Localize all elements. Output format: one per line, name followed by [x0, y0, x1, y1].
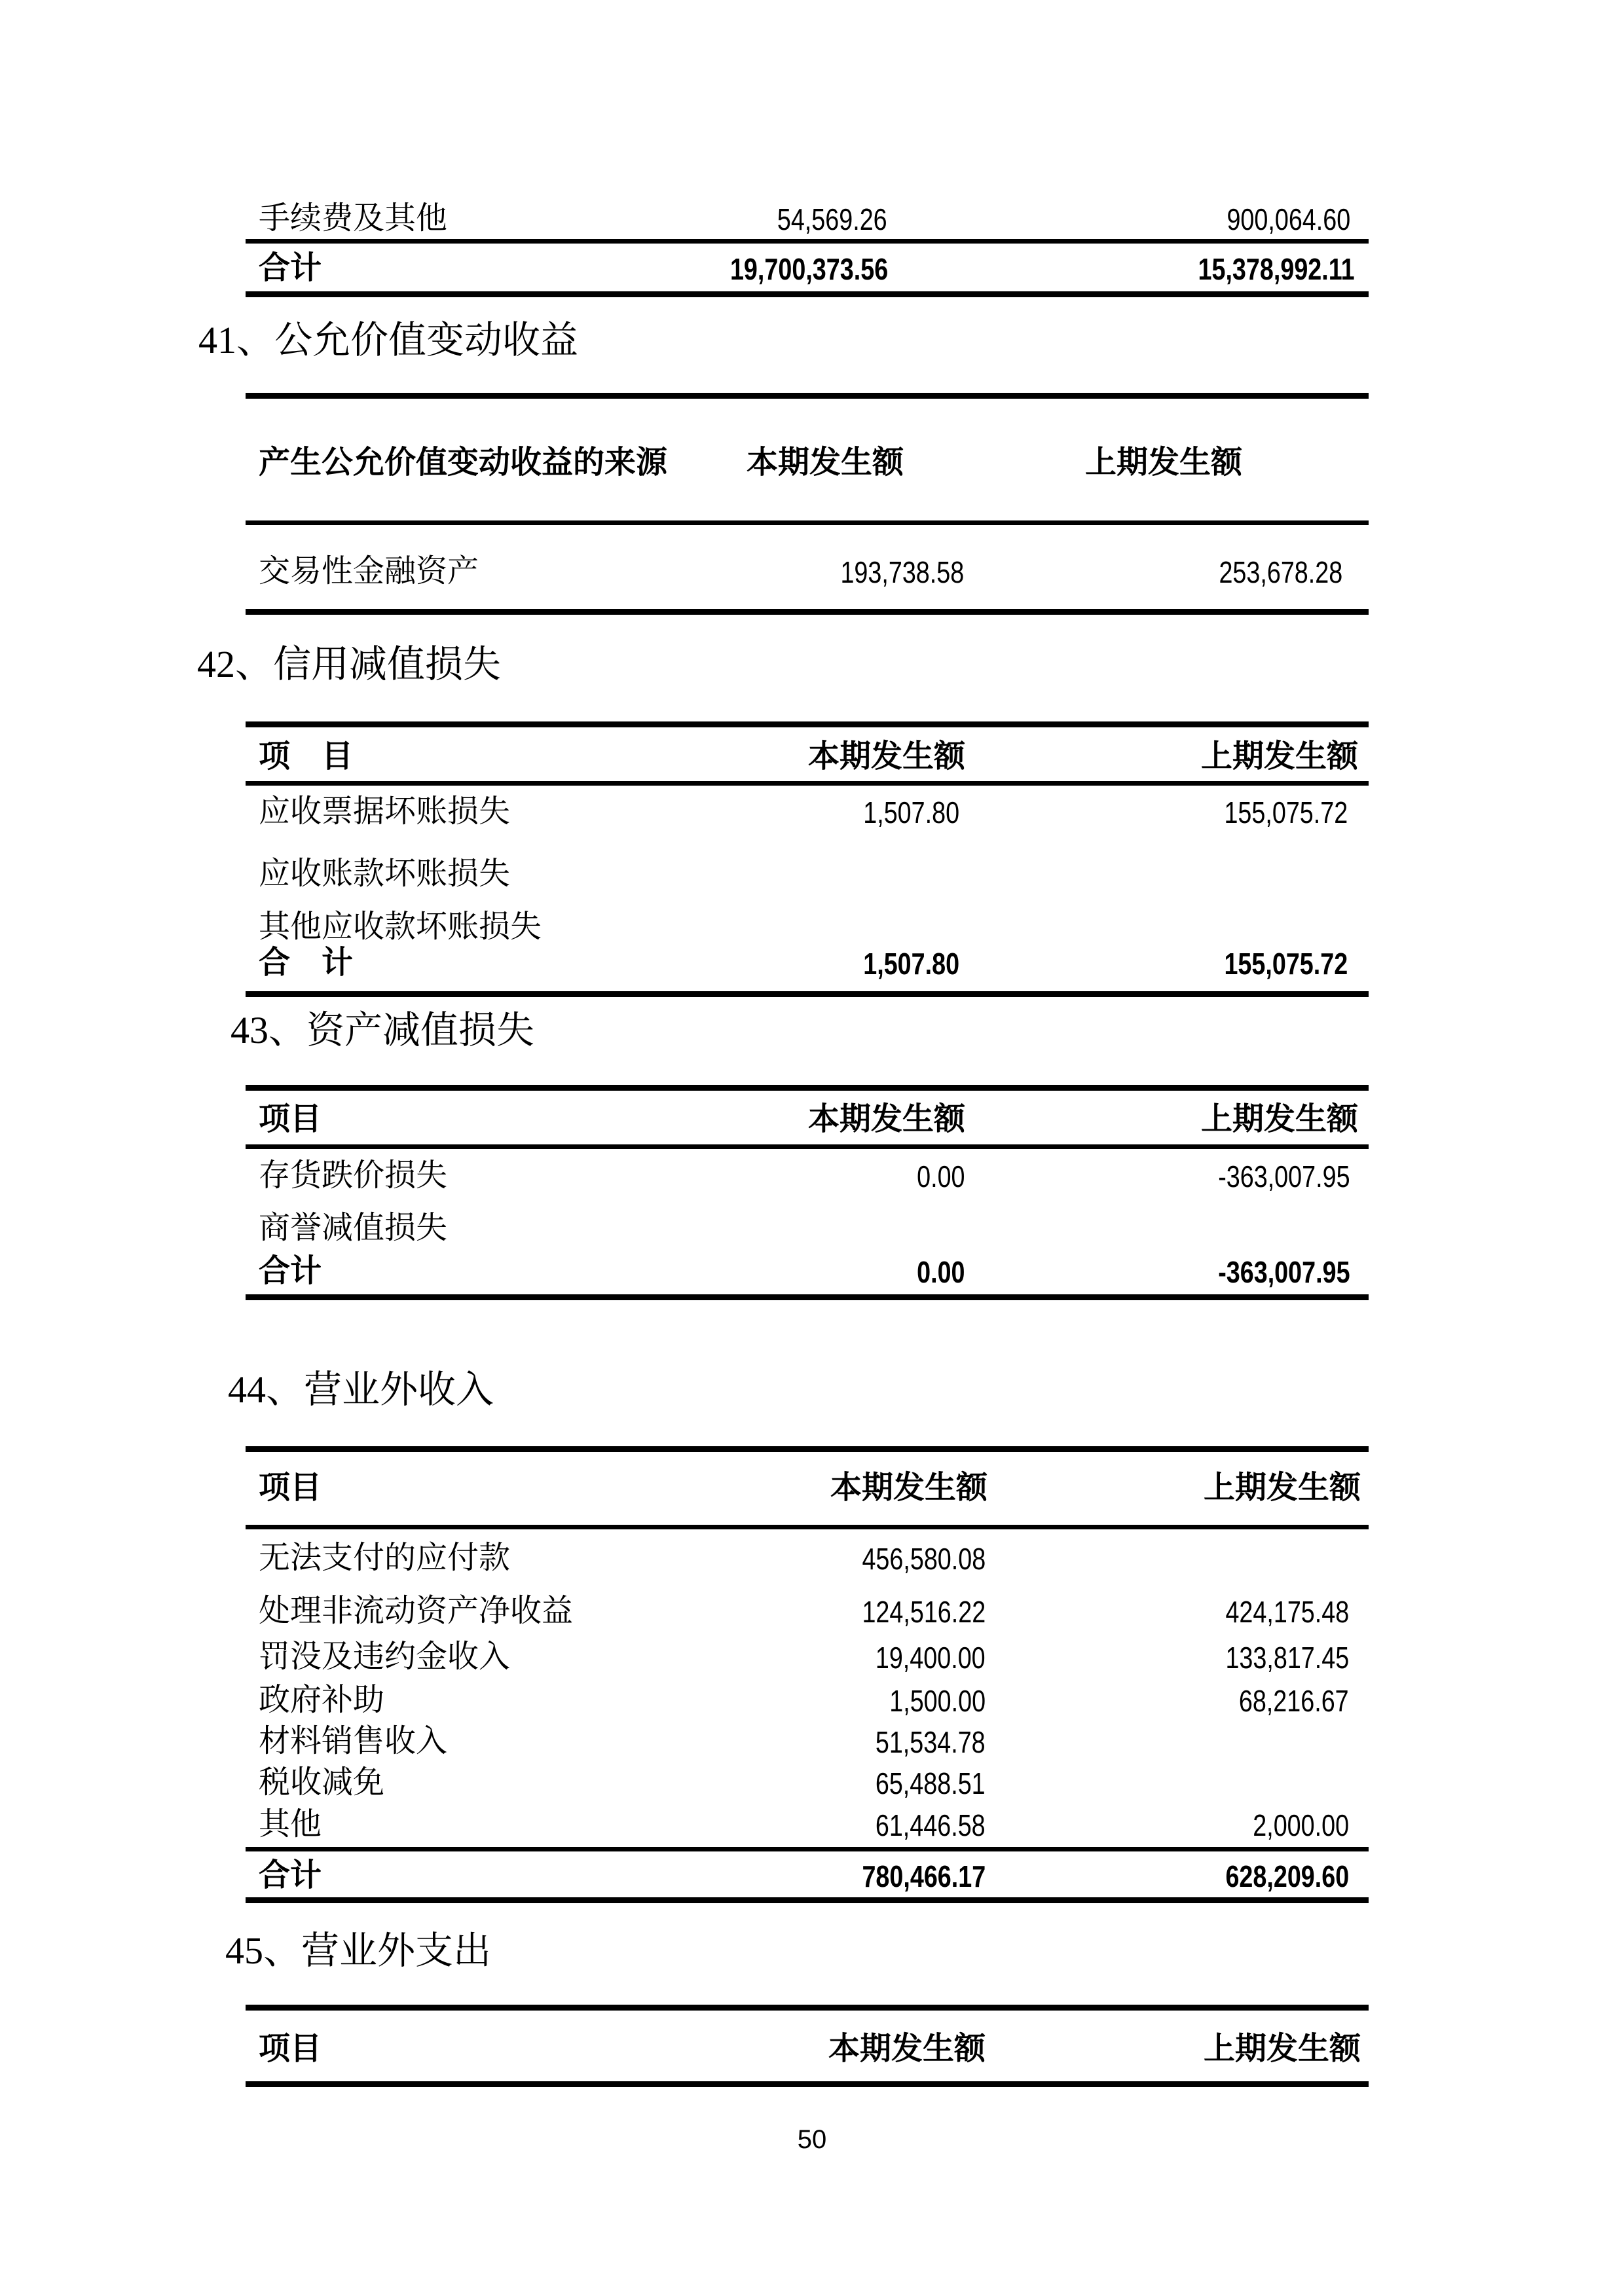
- table-row-value-prior: 900,064.60: [1227, 202, 1350, 236]
- table-rule: [246, 991, 1369, 997]
- table-rule: [246, 393, 1369, 399]
- table-row-label: 材料销售收入: [259, 1724, 448, 1758]
- table-row-value-prior: 68,216.67: [1239, 1684, 1349, 1718]
- table-col-header-prior: 上期发生额: [1203, 1470, 1361, 1505]
- table-rule: [246, 2005, 1369, 2011]
- table-total-value-prior: 15,378,992.11: [1198, 252, 1355, 286]
- table-row-value-current: 0.00: [917, 1159, 965, 1194]
- table-total-value-current: 0.00: [917, 1255, 965, 1289]
- table-total-label: 合计: [259, 251, 322, 285]
- table-row-label: 商誉减值损失: [259, 1211, 448, 1245]
- table-rule: [246, 1897, 1369, 1903]
- table-total-label: 合计: [259, 1858, 322, 1893]
- table-row-label: 应收票据坏账损失: [259, 794, 511, 829]
- table-total-label: 合计: [259, 1254, 322, 1288]
- table-row-value-prior: 133,817.45: [1225, 1641, 1349, 1675]
- table-row-value-prior: 424,175.48: [1225, 1595, 1349, 1629]
- table-col-header-item: 项 目: [259, 739, 354, 774]
- table-row-value-current: 193,738.58: [840, 555, 964, 589]
- table-rule: [246, 721, 1369, 727]
- table-total-label: 合 计: [259, 945, 354, 980]
- page-number: 50: [797, 2125, 827, 2154]
- table-rule: [246, 239, 1369, 244]
- table-row-label: 无法支付的应付款: [259, 1540, 511, 1575]
- table-row-label: 其他应收款坏账损失: [259, 909, 542, 944]
- table-col-header-prior: 上期发生额: [1200, 1102, 1358, 1137]
- table-row-label: 处理非流动资产净收益: [259, 1594, 574, 1628]
- table-col-header-item: 项目: [259, 2032, 322, 2066]
- section-heading-45: 45、营业外支出: [225, 1929, 492, 1972]
- table-row-value-prior: -363,007.95: [1218, 1159, 1350, 1194]
- table-total-value-prior: -363,007.95: [1218, 1255, 1350, 1289]
- table-row-label: 存货跌价损失: [259, 1158, 448, 1193]
- table-rule: [246, 1446, 1369, 1452]
- table-rule: [246, 1294, 1369, 1300]
- table-row-value-prior: 253,678.28: [1219, 555, 1342, 589]
- table-row-value-current: 124,516.22: [862, 1595, 986, 1629]
- table-rule: [246, 1144, 1369, 1149]
- table-col-header-current: 本期发生额: [807, 1102, 965, 1137]
- table-rule: [246, 2081, 1369, 2087]
- table-total-value-current: 1,507.80: [863, 947, 959, 981]
- table-rule: [246, 291, 1369, 297]
- table-row-value-current: 51,534.78: [876, 1725, 986, 1759]
- table-row-value-prior: 155,075.72: [1224, 795, 1348, 829]
- table-row-value-current: 61,446.58: [876, 1808, 986, 1842]
- table-rule: [246, 1525, 1369, 1529]
- table-col-header-current: 本期发生额: [807, 739, 965, 774]
- table-rule: [246, 1085, 1369, 1091]
- section-heading-44: 44、营业外收入: [228, 1368, 494, 1411]
- table-total-value-prior: 155,075.72: [1224, 947, 1348, 981]
- table-row-value-current: 1,507.80: [863, 795, 959, 829]
- table-col-header-current: 本期发生额: [746, 445, 904, 480]
- table-col-header-prior: 上期发生额: [1200, 739, 1358, 774]
- table-rule: [246, 1847, 1369, 1851]
- table-row-value-current: 1,500.00: [889, 1684, 986, 1718]
- table-col-header-current: 本期发生额: [830, 1470, 987, 1505]
- table-row-value-current: 65,488.51: [876, 1766, 986, 1800]
- table-row-value-current: 19,400.00: [876, 1641, 986, 1675]
- table-row-label: 政府补助: [259, 1683, 385, 1717]
- table-total-value-prior: 628,209.60: [1225, 1859, 1349, 1893]
- table-total-value-current: 19,700,373.56: [729, 252, 888, 286]
- table-col-header-prior: 上期发生额: [1084, 445, 1242, 480]
- table-col-header-current: 本期发生额: [828, 2032, 986, 2066]
- table-col-header-item: 项目: [259, 1470, 322, 1505]
- section-heading-43: 43、资产减值损失: [231, 1009, 535, 1051]
- table-row-label: 交易性金融资产: [259, 554, 479, 589]
- table-row-value-prior: 2,000.00: [1253, 1808, 1349, 1842]
- table-row-label: 罚没及违约金收入: [259, 1639, 511, 1674]
- table-col-header-item: 项目: [259, 1102, 322, 1137]
- table-row-value-current: 54,569.26: [777, 202, 887, 236]
- table-row-value-current: 456,580.08: [862, 1542, 986, 1576]
- section-heading-42: 42、信用减值损失: [197, 643, 502, 685]
- table-row-label: 应收账款坏账损失: [259, 856, 511, 891]
- table-row-label: 手续费及其他: [259, 201, 448, 236]
- table-rule: [246, 520, 1369, 525]
- table-col-header-prior: 上期发生额: [1203, 2032, 1361, 2066]
- table-rule: [246, 609, 1369, 615]
- table-col-header-item: 产生公允价值变动收益的来源: [259, 445, 668, 480]
- table-total-value-current: 780,466.17: [862, 1859, 986, 1893]
- section-heading-41: 41、公允价值变动收益: [198, 319, 579, 361]
- table-rule: [246, 781, 1369, 786]
- table-row-label: 其他: [259, 1807, 322, 1842]
- table-row-label: 税收减免: [259, 1765, 385, 1800]
